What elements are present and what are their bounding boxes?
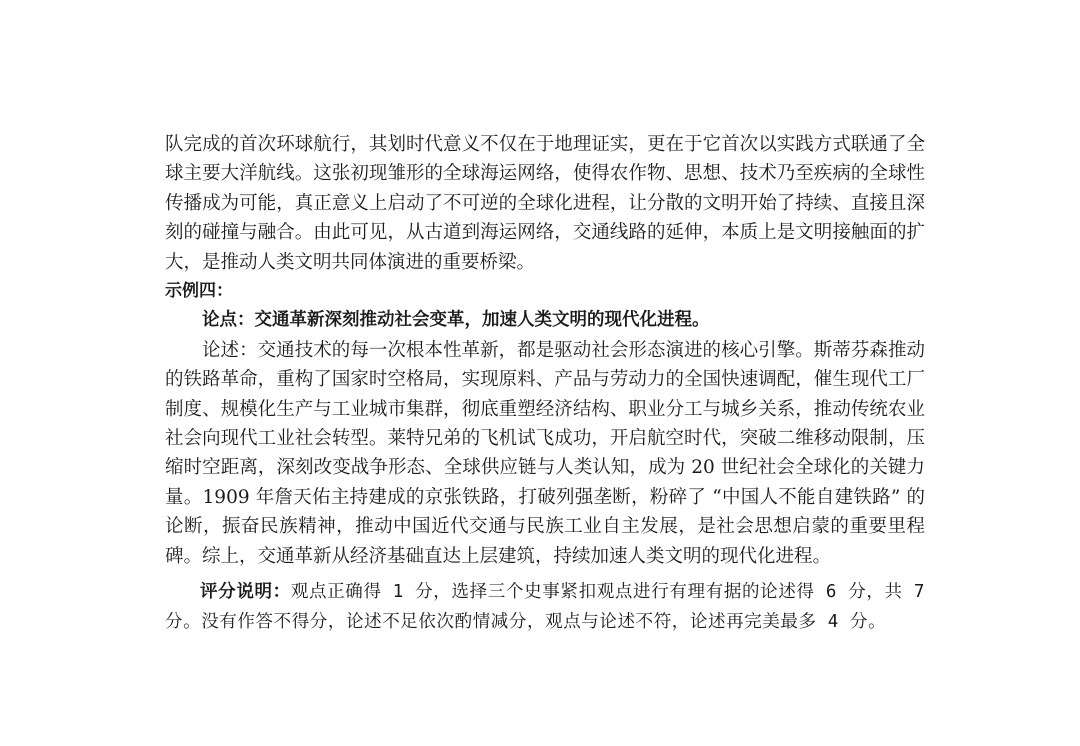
argument-paragraph: 论述：交通技术的每一次根本性革新，都是驱动社会形态演进的核心引擎。斯蒂芬森推动的铁路革命，重构了国家时空格局，实现原料、产品与劳动力的全国快速调配，催生现代工厂制度、规模化生产与工业城市集群，彻底重塑经济结构、职业分工与城乡关系，推动传统农业社会向现代工业社会转型。莱特兄弟的飞机试飞成功，开启航空时代，突破二维移动限制，压缩时空距离，深刻改变战争形态、全球供应链与人类认知，成为 20 世纪社会全球化的关键力量。1909 年詹天佑主持建成的京张铁路，打破列强垄断，粉碎了 “中国人不能自建铁路” 的论断，振奋民族精神，推动中国近代交通与民族工业自主发展，是社会思想启蒙的重要里程碑。综上，交通革新从经济基础直达上层建筑，持续加速人类文明的现代化进程。 [165, 339, 925, 567]
example-heading: 示例四： [165, 281, 233, 302]
document-body [165, 130, 925, 637]
intro-paragraph: 队完成的首次环球航行，其划时代意义不仅在于地理证实，更在于它首次以实践方式联通了全球主要大洋航线。这张初现雏形的全球海运网络，使得农作物、思想、技术乃至疾病的全球性传播成为可能，真正意义上启动了不可逆的全球化进程，让分散的文明开始了持续、直接且深刻的碰撞与融合。由此可见，从古道到海运网络，交通线路的延伸，本质上是文明接触面的扩大，是推动人类文明共同体演进的重要桥梁。 [165, 134, 925, 273]
scoring-label: 评分说明： [200, 582, 291, 603]
thesis-statement: 论点：交通革新深刻推动社会变革，加速人类文明的现代化进程。 [202, 310, 710, 331]
scoring-text: 观点正确得 1 分，选择三个史事紧扣观点进行有理有据的论述得 6 分，共 7 分。没有作答不得分，论述不足依次酌情减分，观点与论述不符，论述再完美最多 4 分。 [165, 582, 926, 633]
scoring-note [165, 577, 925, 637]
